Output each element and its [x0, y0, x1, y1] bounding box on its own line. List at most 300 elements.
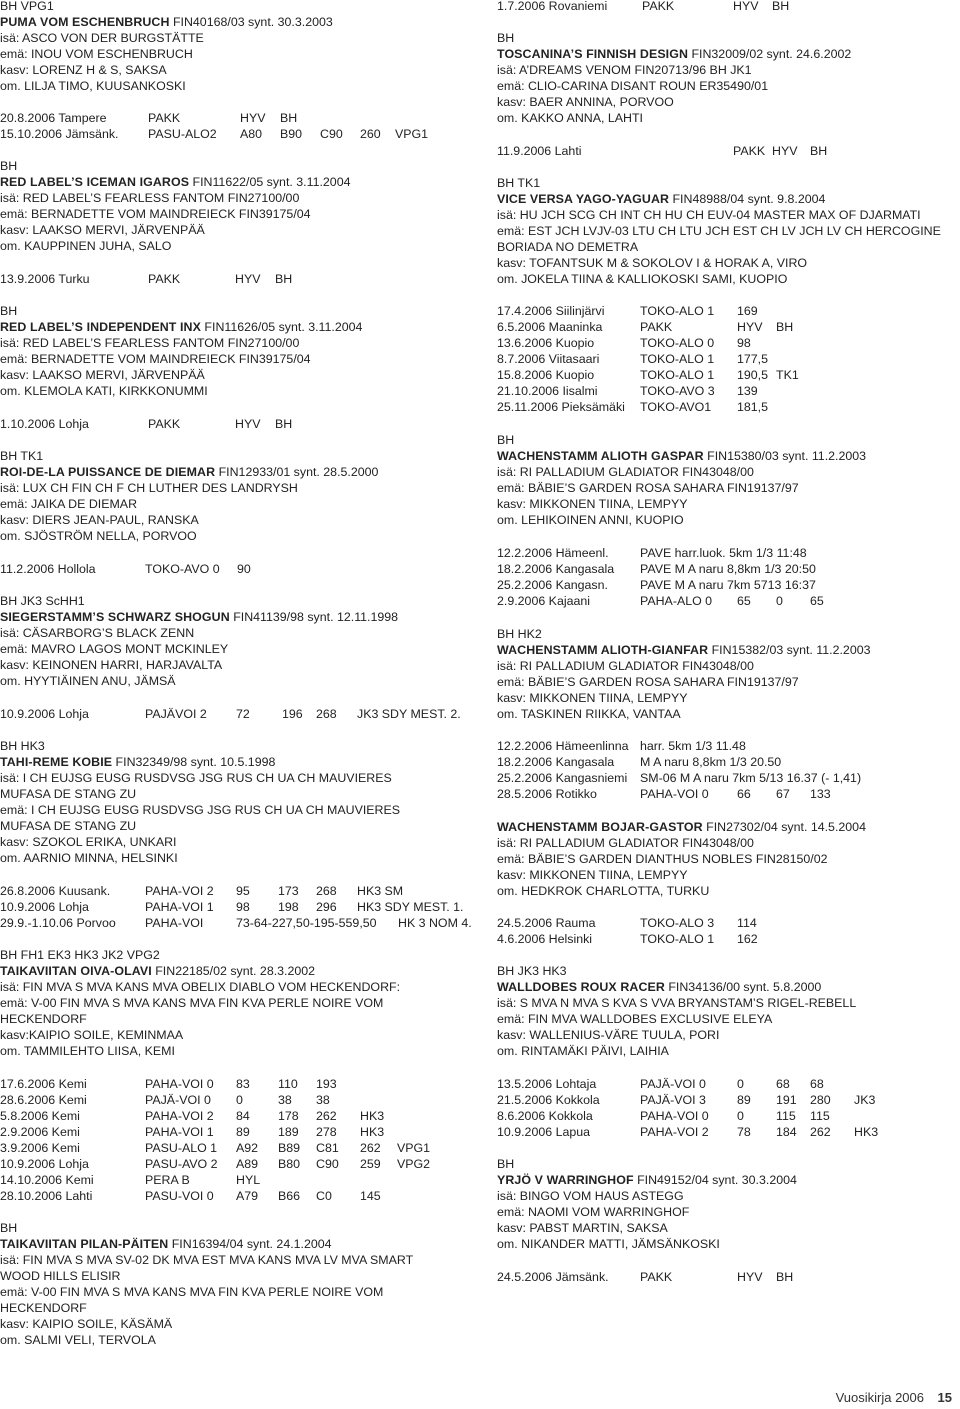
- dog-title-line: [0, 464, 378, 480]
- dog-name: YRJÖ V WARRINGHOF: [497, 1173, 634, 1187]
- text-line: emä: BÄBIE’S GARDEN DIANTHUS NOBLES FIN28150/02: [497, 852, 828, 866]
- text-line: emä: JAIKA DE DIEMAR: [0, 497, 138, 511]
- result-cell: 115: [810, 1109, 830, 1123]
- text-line: kasv: KEINONEN HARRI, HARJAVALTA: [0, 658, 223, 672]
- result-cell: 38: [316, 1093, 330, 1107]
- result-cell: 84: [236, 1109, 250, 1123]
- result-cell: B90: [280, 127, 303, 141]
- result-cell: 17.6.2006 Kemi: [0, 1077, 87, 1091]
- result-cell: PAKK: [148, 417, 181, 431]
- result-cell: 13.6.2006 Kuopio: [497, 336, 595, 350]
- dog-name: PUMA VOM ESCHENBRUCH: [0, 15, 170, 29]
- result-cell: 14.10.2006 Kemi: [0, 1173, 94, 1187]
- result-cell: 26.8.2006 Kuusank.: [0, 884, 111, 898]
- result-cell: 21.5.2006 Kokkola: [497, 1093, 600, 1107]
- result-cell: 10.9.2006 Lohja: [0, 900, 89, 914]
- result-cell: 5.8.2006 Kemi: [0, 1109, 80, 1123]
- result-cell: HYV: [240, 111, 266, 125]
- text-line: BH TK1: [0, 449, 44, 463]
- text-line: kasv: TOFANTSUK M & SOKOLOV I & HORAK A, VIRO: [497, 256, 808, 270]
- result-cell: 262: [810, 1125, 831, 1139]
- dog-title-line: [497, 46, 851, 62]
- dog-name: ROI-DE-LA PUISSANCE DE DIEMAR: [0, 465, 216, 479]
- result-cell: 21.10.2006 Iisalmi: [497, 384, 598, 398]
- result-cell: 4.6.2006 Helsinki: [497, 932, 593, 946]
- result-cell: 173: [278, 884, 299, 898]
- text-line: emä: V-00 FIN MVA S MVA KANS MVA FIN KVA PERLE NOIRE VOM: [0, 996, 384, 1010]
- result-cell: 98: [236, 900, 250, 914]
- text-line: isä: RI PALLADIUM GLADIATOR FIN43048/00: [497, 465, 754, 479]
- text-line: isä: RED LABEL’S FEARLESS FANTOM FIN27100/00: [0, 191, 300, 205]
- result-cell: C0: [316, 1189, 332, 1203]
- page-number: 15: [937, 1390, 952, 1405]
- result-cell: A80: [240, 127, 263, 141]
- result-cell: 262: [360, 1141, 381, 1155]
- registration-info: FIN34136/00 synt. 5.8.2000: [664, 980, 822, 994]
- result-cell: PASU-AVO 2: [145, 1157, 218, 1171]
- result-cell: 178: [278, 1109, 299, 1123]
- text-line: kasv: LAAKSO MERVI, JÄRVENPÄÄ: [0, 368, 205, 382]
- result-cell: 169: [737, 304, 758, 318]
- dog-title-line: [0, 174, 350, 190]
- result-cell: 193: [316, 1077, 337, 1091]
- registration-info: FIN11626/05 synt. 3.11.2004: [200, 320, 363, 334]
- text-line: isä: ASCO VON DER BURGSTÄTTE: [0, 31, 204, 45]
- text-line: emä: BERNADETTE VOM MAINDREIECK FIN39175/04: [0, 207, 311, 221]
- text-line: om. KLEMOLA KATI, KIRKKONUMMI: [0, 384, 208, 398]
- text-line: om. KAKKO ANNA, LAHTI: [497, 111, 643, 125]
- result-cell: 28.5.2006 Rotikko: [497, 787, 597, 801]
- text-line: BH VPG1: [0, 0, 54, 13]
- result-cell: 38: [278, 1093, 292, 1107]
- result-cell: 25.2.2006 Kangasn.: [497, 578, 608, 592]
- result-cell: 190,5: [737, 368, 769, 382]
- result-cell: 189: [278, 1125, 299, 1139]
- text-line: om. LILJA TIMO, KUUSANKOSKI: [0, 79, 186, 93]
- result-cell: 90: [237, 562, 251, 576]
- dog-title-line: [497, 642, 871, 658]
- text-line: emä: CLIO-CARINA DISANT ROUN ER35490/01: [497, 79, 769, 93]
- text-line: om. SJÖSTRÖM NELLA, PORVOO: [0, 529, 197, 543]
- result-cell: 145: [360, 1189, 381, 1203]
- result-cell: 66: [737, 787, 751, 801]
- result-cell: HK3: [360, 1109, 385, 1123]
- result-cell: HK3: [854, 1125, 879, 1139]
- result-cell: 8.7.2006 Viitasaari: [497, 352, 600, 366]
- result-cell: PASU-ALO2: [148, 127, 217, 141]
- text-line: om. TAMMILEHTO LIISA, KEMI: [0, 1044, 175, 1058]
- yearbook-label: Vuosikirja 2006: [835, 1390, 924, 1405]
- result-cell: A89: [236, 1157, 259, 1171]
- result-cell: 260: [360, 127, 381, 141]
- result-cell: 110: [278, 1077, 298, 1091]
- result-cell: HYL: [236, 1173, 261, 1187]
- dog-name: RED LABEL’S INDEPENDENT INX: [0, 320, 201, 334]
- result-cell: TOKO-ALO 0: [640, 336, 715, 350]
- result-cell: 162: [737, 932, 758, 946]
- result-cell: PAHA-VOI 1: [145, 1125, 214, 1139]
- text-line: kasv: LAAKSO MERVI, JÄRVENPÄÄ: [0, 223, 205, 237]
- dog-title-line: [0, 319, 362, 335]
- result-cell: HK3 SM: [357, 884, 404, 898]
- text-line: isä: RED LABEL’S FEARLESS FANTOM FIN27100/00: [0, 336, 300, 350]
- text-line: BORIADA NO DEMETRA: [497, 240, 639, 254]
- dog-title-line: [497, 819, 866, 835]
- result-cell: PAHA-VOI 0: [145, 1077, 214, 1091]
- result-cell: TOKO-ALO 1: [640, 932, 715, 946]
- result-cell: 20.8.2006 Tampere: [0, 111, 107, 125]
- text-line: BH: [0, 159, 18, 173]
- result-cell: JK3: [854, 1093, 876, 1107]
- text-line: MUFASA DE STANG ZU: [0, 819, 137, 833]
- text-line: emä: EST JCH LVJV-03 LTU CH LTU JCH EST CH LV JCH LV CH HERCOGINE: [497, 224, 941, 238]
- result-cell: PAHA-VOI 2: [145, 884, 214, 898]
- text-line: WOOD HILLS ELISIR: [0, 1269, 121, 1283]
- dog-title-line: [0, 963, 315, 979]
- text-line: emä: BÄBIE’S GARDEN ROSA SAHARA FIN19137/97: [497, 675, 799, 689]
- result-cell: 278: [316, 1125, 337, 1139]
- result-cell: BH: [772, 0, 790, 13]
- result-cell: 0: [236, 1093, 243, 1107]
- result-cell: 0: [737, 1109, 744, 1123]
- text-line: emä: BERNADETTE VOM MAINDREIECK FIN39175/04: [0, 352, 311, 366]
- result-cell: TOKO-ALO 1: [640, 304, 715, 318]
- result-cell: 115: [776, 1109, 796, 1123]
- result-cell: 0: [737, 1077, 744, 1091]
- result-cell: HYV: [737, 1270, 763, 1284]
- result-cell: PAJÄ-VOI 3: [640, 1093, 706, 1107]
- result-cell: 1.10.2006 Lohja: [0, 417, 89, 431]
- text-line: isä: FIN MVA S MVA SV-02 DK MVA EST MVA KANS MVA LV MVA SMART: [0, 1253, 414, 1267]
- result-cell: 17.4.2006 Siilinjärvi: [497, 304, 605, 318]
- text-line: isä: HU JCH SCG CH INT CH HU CH EUV-04 MASTER MAX OF DJARMATI: [497, 208, 921, 222]
- result-cell: BH: [275, 417, 293, 431]
- text-line: om. TASKINEN RIIKKA, VANTAA: [497, 707, 681, 721]
- dog-name: RED LABEL’S ICEMAN IGAROS: [0, 175, 190, 189]
- result-cell: PAKK: [733, 144, 766, 158]
- result-cell: 68: [810, 1077, 824, 1091]
- result-cell: 2.9.2006 Kemi: [0, 1125, 80, 1139]
- result-cell: TK1: [776, 368, 799, 382]
- result-cell: 25.2.2006 Kangasniemi: [497, 771, 628, 785]
- result-cell: 78: [737, 1125, 751, 1139]
- text-line: kasv: WALLENIUS-VÄRE TUULA, PORI: [497, 1028, 720, 1042]
- result-cell: 89: [236, 1125, 250, 1139]
- result-cell: 18.2.2006 Kangasala: [497, 755, 615, 769]
- result-cell: 0: [776, 594, 783, 608]
- result-cell: PAHA-ALO 0: [640, 594, 713, 608]
- text-line: isä: LUX CH FIN CH F CH LUTHER DES LANDRYSH: [0, 481, 298, 495]
- text-line: BH HK2: [497, 627, 542, 641]
- text-line: BH: [497, 1157, 515, 1171]
- result-cell: TOKO-ALO 3: [640, 916, 715, 930]
- result-cell: 268: [316, 707, 337, 721]
- result-cell: A92: [236, 1141, 259, 1155]
- result-cell: 83: [236, 1077, 250, 1091]
- result-cell: 262: [316, 1109, 337, 1123]
- result-cell: HK3 SDY MEST. 1.: [357, 900, 464, 914]
- result-cell: 181,5: [737, 400, 769, 414]
- text-line: HECKENDORF: [0, 1301, 87, 1315]
- result-cell: PAHA-VOI: [145, 916, 204, 930]
- page-footer: [660, 1390, 960, 1408]
- registration-info: FIN11622/05 synt. 3.11.2004: [189, 175, 351, 189]
- text-line: om. JOKELA TIINA & KALLIOKOSKI SAMI, KUOPIO: [497, 272, 788, 286]
- dog-name: WACHENSTAMM ALIOTH-GIANFAR: [497, 643, 709, 657]
- result-cell: 15.10.2006 Jämsänk.: [0, 127, 119, 141]
- text-line: emä: MAVRO LAGOS MONT MCKINLEY: [0, 642, 229, 656]
- result-cell: 268: [316, 884, 337, 898]
- result-cell: BH: [275, 272, 293, 286]
- result-cell: 184: [776, 1125, 797, 1139]
- result-cell: JK3 SDY MEST. 2.: [357, 707, 461, 721]
- text-line: kasv: LORENZ H & S, SAKSA: [0, 63, 167, 77]
- result-cell: 8.6.2006 Kokkola: [497, 1109, 593, 1123]
- result-cell: PAHA-VOI 2: [145, 1109, 214, 1123]
- result-cell: HK3: [360, 1125, 385, 1139]
- result-cell: TOKO-ALO 1: [640, 352, 715, 366]
- result-cell: HYV: [772, 144, 798, 158]
- result-cell: PAKK: [640, 320, 673, 334]
- registration-info: FIN32009/02 synt. 24.6.2002: [688, 47, 852, 61]
- result-cell: PAKK: [148, 272, 181, 286]
- result-cell: PAJÄ-VOI 0: [145, 1093, 211, 1107]
- text-line: isä: RI PALLADIUM GLADIATOR FIN43048/00: [497, 836, 754, 850]
- result-cell: 24.5.2006 Jämsänk.: [497, 1270, 609, 1284]
- result-cell: PAKK: [148, 111, 181, 125]
- result-cell: 114: [737, 916, 757, 930]
- result-cell: B66: [278, 1189, 301, 1203]
- text-line: emä: FIN MVA WALLDOBES EXCLUSIVE ELEYA: [497, 1012, 773, 1026]
- result-cell: 28.10.2006 Lahti: [0, 1189, 93, 1203]
- text-line: HECKENDORF: [0, 1012, 87, 1026]
- result-cell: SM-06 M A naru 7km 5/13 16.37 (- 1,41): [640, 771, 862, 785]
- dog-name: WACHENSTAMM BOJAR-GASTOR: [497, 820, 703, 834]
- result-cell: C81: [316, 1141, 339, 1155]
- dog-title-line: [497, 979, 821, 995]
- text-line: om. HYYTIÄINEN ANU, JÄMSÄ: [0, 674, 176, 688]
- result-cell: PAVE M A naru 7km 5713 16:37: [640, 578, 816, 592]
- registration-info: FIN15380/03 synt. 11.2.2003: [703, 449, 867, 463]
- result-cell: PAKK: [640, 1270, 673, 1284]
- text-line: BH: [0, 304, 18, 318]
- text-line: kasv:KAIPIO SOILE, KEMINMAA: [0, 1028, 184, 1042]
- result-cell: 13.9.2006 Turku: [0, 272, 90, 286]
- text-line: om. SALMI VELI, TERVOLA: [0, 1333, 156, 1347]
- dog-name: WALLDOBES ROUX RACER: [497, 980, 665, 994]
- result-cell: 25.11.2006 Pieksämäki: [497, 400, 625, 414]
- result-cell: 18.2.2006 Kangasala: [497, 562, 615, 576]
- text-line: kasv: KAIPIO SOILE, KÄSÄMÄ: [0, 1317, 173, 1331]
- registration-info: FIN40168/03 synt. 30.3.2003: [169, 15, 333, 29]
- result-cell: B89: [278, 1141, 301, 1155]
- text-line: BH FH1 EK3 HK3 JK2 VPG2: [0, 948, 160, 962]
- dog-title-line: [497, 1172, 797, 1188]
- text-line: isä: BINGO VOM HAUS ASTEGG: [497, 1189, 684, 1203]
- dog-title-line: [0, 609, 398, 625]
- result-cell: 259: [360, 1157, 381, 1171]
- result-cell: A79: [236, 1189, 259, 1203]
- text-line: om. NIKANDER MATTI, JÄMSÄNKOSKI: [497, 1237, 720, 1251]
- result-cell: BH: [280, 111, 298, 125]
- result-cell: 89: [737, 1093, 751, 1107]
- result-cell: PAHA-VOI 2: [640, 1125, 709, 1139]
- registration-info: FIN22185/02 synt. 28.3.2002: [151, 964, 316, 978]
- result-cell: 139: [737, 384, 758, 398]
- text-line: BH JK3 HK3: [497, 964, 567, 978]
- text-line: kasv: MIKKONEN TIINA, LEMPYY: [497, 497, 688, 511]
- result-cell: PASU-VOI 0: [145, 1189, 214, 1203]
- text-line: emä: I CH EUJSG EUSG RUSDVSG JSG RUS CH UA CH MAUVIERES: [0, 803, 401, 817]
- text-line: kasv: DIERS JEAN-PAUL, RANSKA: [0, 513, 199, 527]
- dog-name: TAHI-REME KOBIE: [0, 755, 113, 769]
- dog-name: SIEGERSTAMM’S SCHWARZ SHOGUN: [0, 610, 230, 624]
- text-line: om. HEDKROK CHARLOTTA, TURKU: [497, 884, 710, 898]
- dog-name: TAIKAVIITAN PILAN-PÄITEN: [0, 1237, 169, 1251]
- result-cell: TOKO-AVO1: [640, 400, 712, 414]
- result-cell: PERA B: [145, 1173, 190, 1187]
- result-cell: 12.2.2006 Hämeenl.: [497, 546, 609, 560]
- result-cell: PAJÄ-VOI 0: [640, 1077, 706, 1091]
- result-cell: VPG2: [397, 1157, 431, 1171]
- result-cell: PAVE M A naru 8,8km 1/3 20:50: [640, 562, 816, 576]
- dog-title-line: [0, 1236, 332, 1252]
- result-cell: 72: [236, 707, 250, 721]
- result-cell: 28.6.2006 Kemi: [0, 1093, 87, 1107]
- result-cell: 133: [810, 787, 831, 801]
- registration-info: FIN15382/03 synt. 11.2.2003: [708, 643, 871, 657]
- result-cell: 15.8.2006 Kuopio: [497, 368, 595, 382]
- text-line: BH TK1: [497, 176, 541, 190]
- result-cell: 6.5.2006 Maaninka: [497, 320, 603, 334]
- text-line: BH JK3 ScHH1: [0, 594, 85, 608]
- dog-title-line: [0, 14, 333, 30]
- result-cell: 10.9.2006 Lapua: [497, 1125, 591, 1139]
- text-line: isä: FIN MVA S MVA KANS MVA OBELIX DIABLO VOM HECKENDORF:: [0, 980, 401, 994]
- text-line: isä: CÄSARBORG’S BLACK ZENN: [0, 626, 195, 640]
- result-cell: 68: [776, 1077, 790, 1091]
- dog-title-line: [497, 191, 825, 207]
- result-cell: 11.2.2006 Hollola: [0, 562, 96, 576]
- registration-info: FIN49152/04 synt. 30.3.2004: [633, 1173, 797, 1187]
- result-cell: TOKO-ALO 1: [640, 368, 715, 382]
- result-cell: 3.9.2006 Kemi: [0, 1141, 80, 1155]
- result-cell: harr. 5km 1/3 11.48: [640, 739, 746, 753]
- result-cell: PAHA-VOI 0: [640, 1109, 709, 1123]
- result-cell: VPG1: [395, 127, 429, 141]
- result-cell: 196: [282, 707, 303, 721]
- registration-info: FIN41139/98 synt. 12.11.1998: [229, 610, 399, 624]
- result-cell: B80: [278, 1157, 301, 1171]
- result-cell: 10.9.2006 Lohja: [0, 1157, 89, 1171]
- result-cell: PAVE harr.luok. 5km 1/3 11:48: [640, 546, 807, 560]
- result-cell: C90: [316, 1157, 339, 1171]
- result-cell: 95: [236, 884, 250, 898]
- result-cell: HYV: [733, 0, 759, 13]
- result-cell: 2.9.2006 Kajaani: [497, 594, 591, 608]
- text-line: om. LEHIKOINEN ANNI, KUOPIO: [497, 513, 684, 527]
- text-line: om. KAUPPINEN JUHA, SALO: [0, 239, 172, 253]
- result-cell: TOKO-AVO 3: [640, 384, 715, 398]
- result-cell: 280: [810, 1093, 831, 1107]
- text-line: BH: [497, 433, 515, 447]
- result-cell: HYV: [235, 417, 261, 431]
- registration-info: FIN27302/04 synt. 14.5.2004: [702, 820, 866, 834]
- result-cell: 73-64-227,50-195-559,50: [236, 916, 377, 930]
- result-cell: 67: [776, 787, 790, 801]
- text-line: BH HK3: [0, 739, 45, 753]
- result-cell: 198: [278, 900, 299, 914]
- result-cell: 12.2.2006 Hämeenlinna: [497, 739, 629, 753]
- dog-title-line: [497, 448, 866, 464]
- result-cell: 10.9.2006 Lohja: [0, 707, 89, 721]
- registration-info: FIN12933/01 synt. 28.5.2000: [215, 465, 379, 479]
- text-line: emä: NAOMI VOM WARRINGHOF: [497, 1205, 690, 1219]
- result-cell: HYV: [737, 320, 763, 334]
- result-cell: BH: [776, 320, 794, 334]
- result-cell: BH: [810, 144, 828, 158]
- text-line: kasv: SZOKOL ERIKA, UNKARI: [0, 835, 177, 849]
- result-cell: PASU-ALO 1: [145, 1141, 218, 1155]
- text-line: kasv: PABST MARTIN, SAKSA: [497, 1221, 668, 1235]
- text-line: om. RINTAMÄKI PÄIVI, LAIHIA: [497, 1044, 669, 1058]
- text-line: kasv: MIKKONEN TIINA, LEMPYY: [497, 868, 688, 882]
- text-line: kasv: MIKKONEN TIINA, LEMPYY: [497, 691, 688, 705]
- text-line: kasv: BAER ANNINA, PORVOO: [497, 95, 674, 109]
- text-line: isä: RI PALLADIUM GLADIATOR FIN43048/00: [497, 659, 754, 673]
- result-cell: BH: [776, 1270, 794, 1284]
- result-cell: TOKO-AVO 0: [145, 562, 220, 576]
- dog-name: WACHENSTAMM ALIOTH GASPAR: [497, 449, 704, 463]
- result-cell: HYV: [235, 272, 261, 286]
- result-cell: 98: [737, 336, 751, 350]
- result-cell: 65: [810, 594, 824, 608]
- text-line: isä: A’DREAMS VENOM FIN20713/96 BH JK1: [497, 63, 752, 77]
- text-line: om. AARNIO MINNA, HELSINKI: [0, 851, 178, 865]
- dog-title-line: [0, 754, 275, 770]
- result-cell: 24.5.2006 Rauma: [497, 916, 596, 930]
- result-cell: PAHA-VOI 0: [640, 787, 709, 801]
- result-cell: 177,5: [737, 352, 769, 366]
- result-cell: M A naru 8,8km 1/3 20.50: [640, 755, 782, 769]
- result-cell: PAHA-VOI 1: [145, 900, 214, 914]
- registration-info: FIN32349/98 synt. 10.5.1998: [112, 755, 276, 769]
- text-line: BH: [497, 31, 515, 45]
- result-cell: PAKK: [642, 0, 675, 13]
- result-cell: 191: [776, 1093, 797, 1107]
- dog-name: TOSCANINA’S FINNISH DESIGN: [497, 47, 689, 61]
- result-cell: 1.7.2006 Rovaniemi: [497, 0, 608, 13]
- text-line: isä: S MVA N MVA S KVA S VVA BRYANSTAM’S RIGEL-REBELL: [497, 996, 857, 1010]
- result-cell: PAJÄVOI 2: [145, 707, 207, 721]
- dog-name: TAIKAVIITAN OIVA-OLAVI: [0, 964, 152, 978]
- result-cell: 11.9.2006 Lahti: [497, 144, 582, 158]
- text-line: emä: BÄBIE’S GARDEN ROSA SAHARA FIN19137/97: [497, 481, 799, 495]
- result-cell: 296: [316, 900, 337, 914]
- registration-info: FIN48988/04 synt. 9.8.2004: [669, 192, 826, 206]
- result-cell: 65: [737, 594, 751, 608]
- result-cell: 29.9.-1.10.06 Porvoo: [0, 916, 116, 930]
- result-cell: VPG1: [397, 1141, 431, 1155]
- text-line: MUFASA DE STANG ZU: [0, 787, 137, 801]
- result-cell: C90: [320, 127, 343, 141]
- text-line: emä: V-00 FIN MVA S MVA KANS MVA FIN KVA PERLE NOIRE VOM: [0, 1285, 384, 1299]
- dog-name: VICE VERSA YAGO-YAGUAR: [497, 192, 670, 206]
- result-cell: 13.5.2006 Lohtaja: [497, 1077, 597, 1091]
- text-line: isä: I CH EUJSG EUSG RUSDVSG JSG RUS CH UA CH MAUVIERES: [0, 771, 392, 785]
- result-cell: HK 3 NOM 4.: [398, 916, 472, 930]
- text-line: BH: [0, 1221, 18, 1235]
